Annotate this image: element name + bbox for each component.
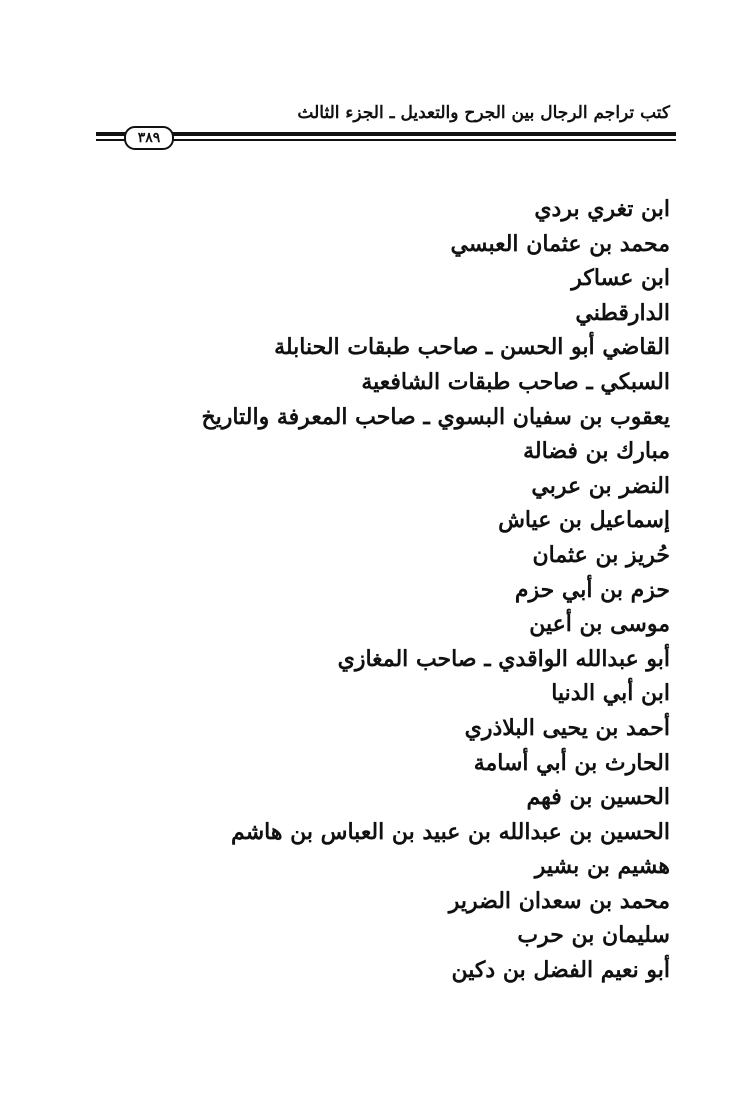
list-item: سليمان بن حرب	[517, 922, 670, 949]
list-item: إسماعيل بن عياش	[498, 507, 670, 534]
list-item: حُريز بن عثمان	[532, 541, 670, 568]
list-item: أبو عبدالله الواقدي ـ صاحب المغازي	[337, 645, 670, 672]
list-item: محمد بن عثمان العبسي	[450, 230, 670, 257]
list-item: هشيم بن بشير	[534, 853, 670, 880]
list-item: الحارث بن أبي أسامة	[473, 749, 670, 776]
running-header-title: كتب تراجم الرجال بين الجرح والتعديل ـ الجزء الثالث	[297, 103, 670, 123]
list-item: النضر بن عربي	[531, 472, 670, 499]
list-item: القاضي أبو الحسن ـ صاحب طبقات الحنابلة	[274, 334, 670, 361]
list-item: ابن أبي الدنيا	[551, 680, 670, 707]
list-item: الدارقطني	[575, 299, 670, 326]
header-rule	[96, 130, 676, 144]
list-item: ابن عساكر	[571, 265, 670, 292]
list-item: أبو نعيم الفضل بن دكين	[451, 957, 670, 984]
list-item: أحمد بن يحيى البلاذري	[464, 714, 670, 741]
list-item: محمد بن سعدان الضرير	[448, 887, 670, 914]
list-item: موسى بن أعين	[529, 611, 670, 638]
page-number: ٣٨٩	[124, 126, 174, 150]
list-item: حزم بن أبي حزم	[514, 576, 670, 603]
list-item: الحسين بن فهم	[526, 784, 670, 811]
names-list	[201, 192, 670, 988]
header-rule-thick-line	[96, 132, 676, 136]
header-rule-thin-line	[96, 139, 676, 141]
list-item: مبارك بن فضالة	[523, 438, 670, 465]
list-item: يعقوب بن سفيان البسوي ـ صاحب المعرفة والتاريخ	[201, 403, 670, 430]
list-item: السبكي ـ صاحب طبقات الشافعية	[361, 368, 670, 395]
list-item: الحسين بن عبدالله بن عبيد بن العباس بن هاشم	[231, 818, 670, 845]
list-item: ابن تغري بردي	[534, 196, 670, 222]
